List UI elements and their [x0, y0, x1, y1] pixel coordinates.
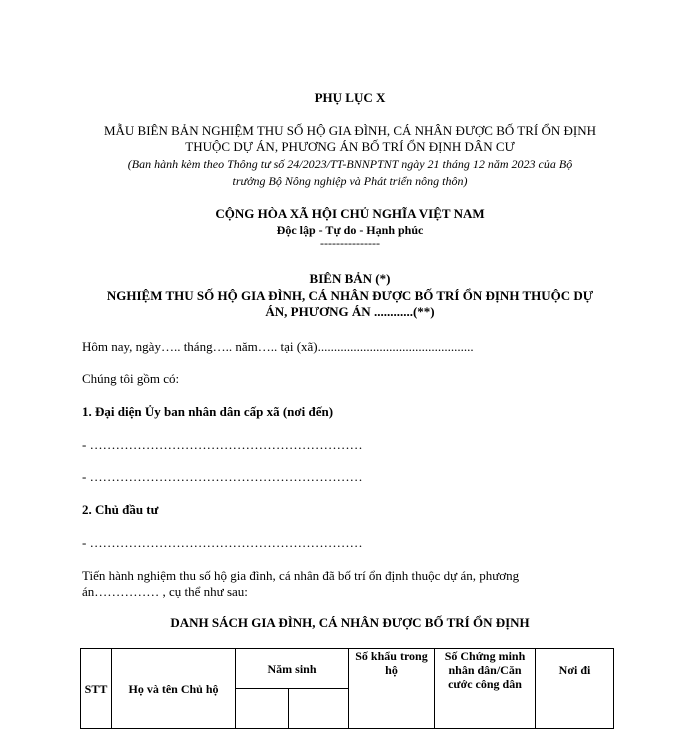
form-title-line-1: MẪU BIÊN BẢN NGHIỆM THU SỐ HỘ GIA ĐÌNH, CÁ NHÂN ĐƯỢC BỐ TRÍ ỔN ĐỊNH	[103, 123, 597, 138]
record-title: BIÊN BẢN (*)	[309, 271, 391, 286]
header-household-head-name: Họ và tên Chủ hộ	[112, 649, 236, 729]
motto-divider: ---------------	[320, 236, 380, 250]
national-motto: Độc lập - Tự do - Hạnh phúc	[276, 223, 424, 237]
appendix-title: PHỤ LỤC X	[314, 90, 386, 105]
dotted-line-1: - ………………………………………………………	[82, 437, 363, 452]
national-name: CỘNG HÒA XÃ HỘI CHỦ NGHĨA VIỆT NAM	[215, 206, 485, 221]
proceed-line-1: Tiến hành nghiệm thu số hộ gia đình, cá nhân đã bố trí ổn định thuộc dự án, phương	[82, 568, 520, 583]
header-origin: Nơi đi	[536, 649, 614, 729]
form-title-line-2: THUỘC DỰ ÁN, PHƯƠNG ÁN BỐ TRÍ ỔN ĐỊNH DÂN CƯ	[185, 139, 515, 154]
header-birth-year-sub-2	[289, 689, 349, 729]
record-subtitle-line-2: ÁN, PHƯƠNG ÁN ............(**)	[265, 304, 435, 319]
date-line: Hôm nay, ngày….. tháng….. năm….. tại (xã)................................................	[82, 339, 474, 354]
proceed-line-2: án…………… , cụ thể như sau:	[82, 584, 248, 599]
dotted-line-3: - ………………………………………………………	[82, 535, 363, 550]
header-household-size: Số khẩu trong hộ	[349, 649, 435, 729]
record-subtitle-line-1: NGHIỆM THU SỐ HỘ GIA ĐÌNH, CÁ NHÂN ĐƯỢC BỐ TRÍ ỔN ĐỊNH THUỘC DỰ	[106, 288, 594, 303]
dotted-line-2: - ………………………………………………………	[82, 469, 363, 484]
list-title: DANH SÁCH GIA ĐÌNH, CÁ NHÂN ĐƯỢC BỐ TRÍ ỔN ĐỊNH	[170, 615, 530, 630]
section-1-heading: 1. Đại diện Ủy ban nhân dân cấp xã (nơi đến)	[82, 404, 334, 419]
header-birth-year-sub-1	[236, 689, 289, 729]
attendees-intro: Chúng tôi gồm có:	[82, 371, 180, 386]
issuance-note-line-2: trưởng Bộ Nông nghiệp và Phát triển nông thôn)	[232, 174, 468, 188]
section-2-heading: 2. Chủ đầu tư	[82, 502, 159, 517]
header-birth-year: Năm sinh	[236, 649, 349, 689]
header-id-number: Số Chứng minh nhân dân/Căn cước công dân	[435, 649, 536, 729]
household-table	[80, 648, 614, 729]
header-stt: STT	[81, 649, 112, 729]
issuance-note-line-1: (Ban hành kèm theo Thông tư số 24/2023/TT-BNNPTNT ngày 21 tháng 12 năm 2023 của Bộ	[127, 157, 573, 171]
